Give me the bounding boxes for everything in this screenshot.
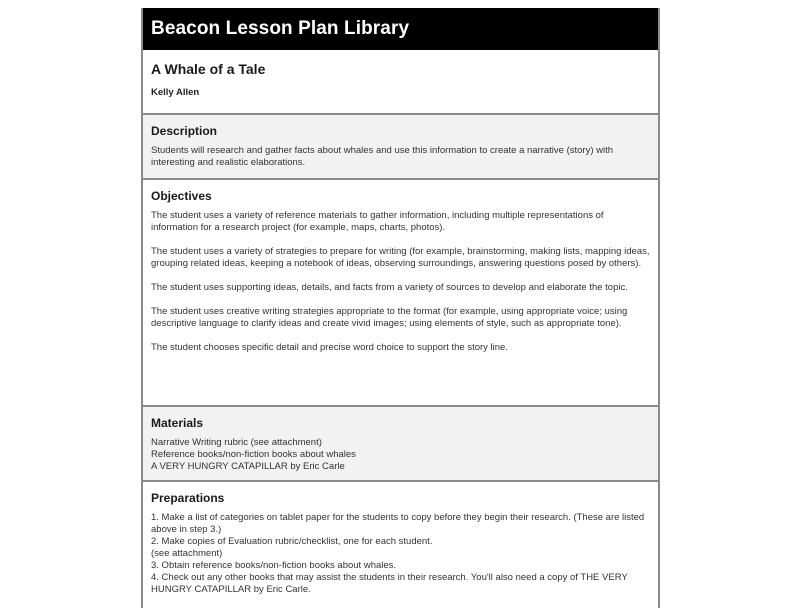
objective-item: The student uses a variety of strategies to prepare for writing (for example, brainstorming, making lists, mapping ideas, grouping related ideas, keeping a notebook of ideas, observing surroundings, answering questions posed by others). <box>151 246 650 269</box>
objective-item: The student uses supporting ideas, details, and facts from a variety of sources to develop and elaborate the topic. <box>151 282 628 293</box>
site-title: Beacon Lesson Plan Library <box>151 18 410 39</box>
preparations-heading: Preparations <box>151 491 225 505</box>
preparation-item: 1. Make a list of categories on tablet paper for the students to copy before they begin their research. (These are listed above in step 3.) <box>151 512 645 535</box>
materials-section <box>143 405 658 480</box>
lesson-title: A Whale of a Tale <box>151 61 266 77</box>
preparation-item: 4. Check out any other books that may assist the students in their research. You'll also need a copy of THE VERY HUNGRY CATAPILLAR by Eric Carle. <box>151 572 628 595</box>
preparation-item: (see attachment) <box>151 548 223 559</box>
preparation-item: 2. Make copies of Evaluation rubric/checklist, one for each student. <box>151 536 433 547</box>
material-item: Narrative Writing rubric (see attachment) <box>151 437 322 448</box>
materials-heading: Materials <box>151 416 204 430</box>
description-section <box>143 113 658 178</box>
description-text: Students will research and gather facts about whales and use this information to create a narrative (story) with interesting and realistic elaborations. <box>151 145 614 168</box>
objectives-heading: Objectives <box>151 189 212 203</box>
objective-item: The student chooses specific detail and precise word choice to support the story line. <box>151 342 508 353</box>
material-item: A VERY HUNGRY CATAPILLAR by Eric Carle <box>151 461 345 472</box>
objectives-section <box>143 178 658 405</box>
preparation-item: 3. Obtain reference books/non-fiction books about whales. <box>151 560 397 571</box>
lesson-author: Kelly Allen <box>151 87 200 98</box>
description-heading: Description <box>151 124 218 138</box>
material-item: Reference books/non-fiction books about whales <box>151 449 356 460</box>
site-header <box>143 8 658 50</box>
objective-item: The student uses a variety of reference materials to gather information, including multiple representations of information for a research project (for example, maps, charts, photos). <box>151 210 604 233</box>
objective-item: The student uses creative writing strategies appropriate to the format (for example, using appropriate voice; using descriptive language to clarify ideas and create vivid images; using elements of style, such as appropriate tone). <box>151 306 628 329</box>
lesson-title-section <box>143 50 658 113</box>
preparations-section <box>143 480 658 606</box>
lesson-plan-page <box>141 8 660 608</box>
